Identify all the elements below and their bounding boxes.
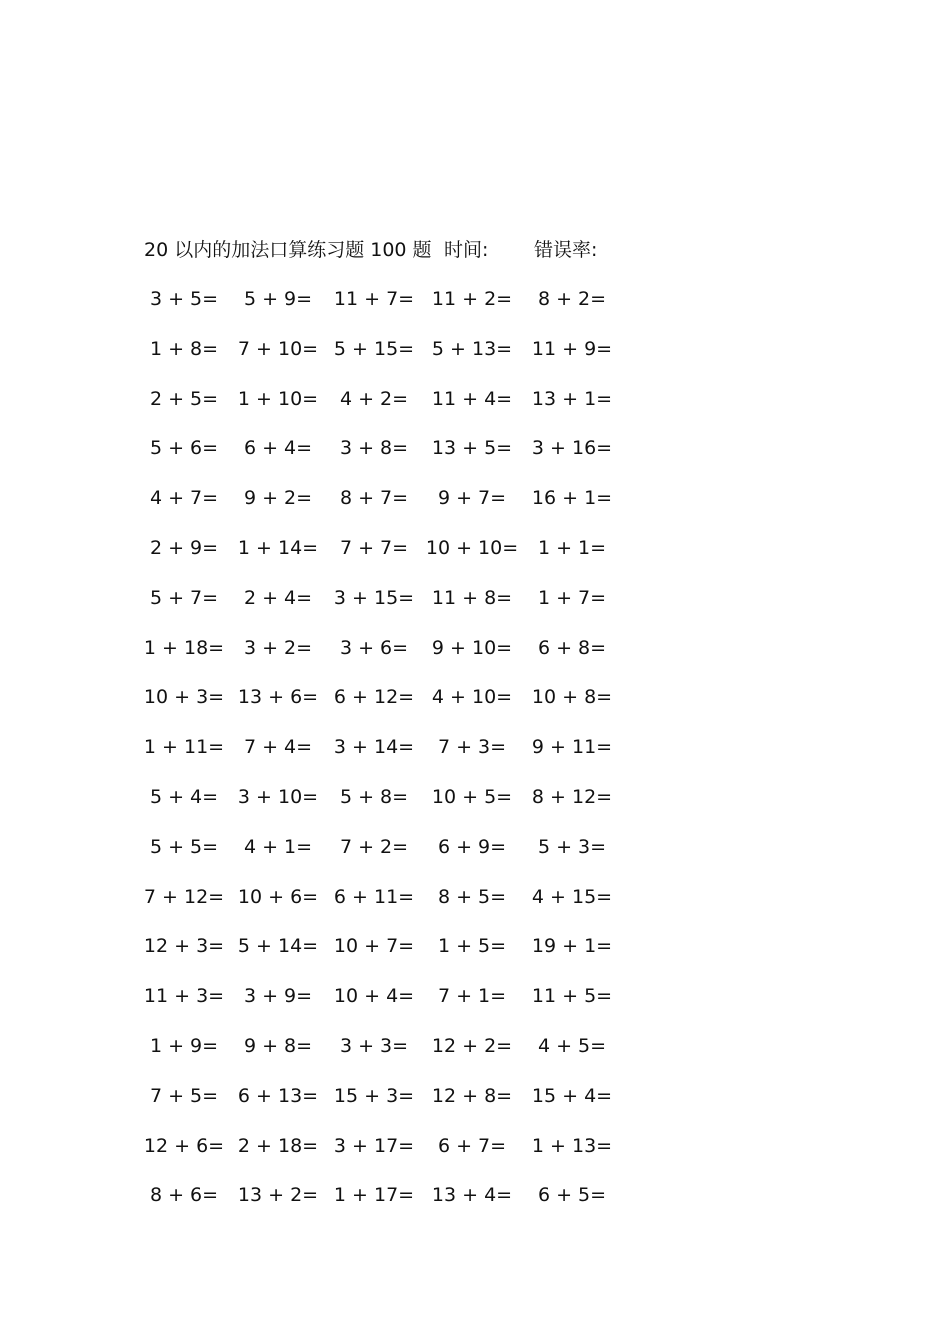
problem-cell: 5 + 13=: [431, 337, 513, 360]
problem-cell: 15 + 3=: [333, 1084, 415, 1107]
problem-cell: 11 + 7=: [333, 288, 415, 310]
problem-cell: 8 + 12=: [531, 786, 613, 808]
problem-cell: 13 + 6=: [237, 686, 319, 709]
problem-cell: 7 + 5=: [149, 1084, 219, 1107]
problem-cell: 12 + 2=: [431, 1035, 513, 1057]
problem-cell: 9 + 8=: [243, 1035, 313, 1057]
problem-row: [0, 483, 950, 513]
problem-cell: 8 + 2=: [537, 288, 607, 310]
problem-cell: 5 + 14=: [237, 935, 319, 958]
problem-row: [0, 832, 950, 862]
problem-cell: 1 + 11=: [143, 736, 225, 759]
problem-cell: 3 + 2=: [243, 636, 313, 659]
problem-cell: 12 + 3=: [143, 935, 225, 958]
problem-row: [0, 1081, 950, 1111]
problem-cell: 10 + 6=: [237, 885, 319, 908]
problem-cell: 10 + 7=: [333, 935, 415, 958]
problem-row: [0, 284, 950, 314]
problem-cell: 8 + 7=: [339, 487, 409, 510]
problem-cell: 2 + 9=: [149, 537, 219, 559]
problem-cell: 5 + 6=: [149, 437, 219, 460]
problem-cell: 1 + 8=: [149, 337, 219, 360]
problem-row: [0, 931, 950, 961]
problem-cell: 9 + 10=: [431, 636, 513, 659]
problem-cell: 12 + 6=: [143, 1134, 225, 1157]
problem-row: [0, 433, 950, 463]
problem-cell: 1 + 10=: [237, 387, 319, 410]
problem-cell: 12 + 8=: [431, 1084, 513, 1107]
problem-cell: 2 + 18=: [237, 1134, 319, 1157]
problem-cell: 4 + 15=: [531, 885, 613, 908]
problem-row: [0, 633, 950, 663]
problem-cell: 5 + 7=: [149, 586, 219, 609]
problem-row: [0, 533, 950, 563]
problem-cell: 6 + 5=: [537, 1184, 607, 1207]
problem-row: [0, 882, 950, 912]
problem-cell: 7 + 1=: [437, 985, 507, 1008]
problem-cell: 5 + 9=: [243, 288, 313, 310]
problem-cell: 9 + 11=: [531, 736, 613, 759]
problem-row: [0, 1180, 950, 1210]
problem-cell: 6 + 9=: [437, 835, 507, 858]
problem-cell: 11 + 2=: [431, 288, 513, 310]
problem-cell: 9 + 7=: [437, 487, 507, 510]
problem-cell: 7 + 7=: [339, 537, 409, 559]
problem-cell: 7 + 10=: [237, 337, 319, 360]
problem-cell: 6 + 11=: [333, 885, 415, 908]
problem-cell: 5 + 15=: [333, 337, 415, 360]
problem-cell: 5 + 8=: [339, 786, 409, 808]
problem-cell: 1 + 13=: [531, 1134, 613, 1157]
problem-row: [0, 782, 950, 812]
problem-cell: 2 + 5=: [149, 387, 219, 410]
problem-row: [0, 981, 950, 1011]
problem-cell: 1 + 17=: [333, 1184, 415, 1207]
problem-cell: 7 + 12=: [143, 885, 225, 908]
problem-cell: 11 + 9=: [531, 337, 613, 360]
worksheet-title: 20 以内的加法口算练习题 100 题: [144, 239, 432, 261]
problem-cell: 1 + 5=: [437, 935, 507, 958]
problem-cell: 1 + 18=: [143, 636, 225, 659]
problem-cell: 13 + 1=: [531, 387, 613, 410]
problem-cell: 6 + 13=: [237, 1084, 319, 1107]
problem-cell: 1 + 9=: [149, 1035, 219, 1057]
problem-cell: 11 + 8=: [431, 586, 513, 609]
problem-cell: 13 + 5=: [431, 437, 513, 460]
problem-cell: 4 + 1=: [243, 835, 313, 858]
problem-cell: 4 + 2=: [339, 387, 409, 410]
problem-cell: 4 + 10=: [431, 686, 513, 709]
problem-cell: 3 + 8=: [339, 437, 409, 460]
problem-cell: 11 + 5=: [531, 985, 613, 1008]
problem-row: [0, 1031, 950, 1061]
problem-cell: 10 + 5=: [431, 786, 513, 808]
problem-cell: 6 + 7=: [437, 1134, 507, 1157]
problem-cell: 3 + 3=: [339, 1035, 409, 1057]
problem-cell: 3 + 5=: [149, 288, 219, 310]
problem-cell: 3 + 16=: [531, 437, 613, 460]
problem-cell: 6 + 4=: [243, 437, 313, 460]
problem-cell: 5 + 3=: [537, 835, 607, 858]
problem-cell: 3 + 9=: [243, 985, 313, 1008]
problem-cell: 10 + 3=: [143, 686, 225, 709]
problem-cell: 15 + 4=: [531, 1084, 613, 1107]
problem-cell: 4 + 5=: [537, 1035, 607, 1057]
problem-cell: 13 + 2=: [237, 1184, 319, 1207]
problem-cell: 5 + 4=: [149, 786, 219, 808]
time-label: 时间:: [444, 239, 489, 261]
problem-cell: 2 + 4=: [243, 586, 313, 609]
problem-cell: 7 + 3=: [437, 736, 507, 759]
problem-cell: 11 + 4=: [431, 387, 513, 410]
problem-cell: 3 + 6=: [339, 636, 409, 659]
problem-cell: 4 + 7=: [149, 487, 219, 510]
problem-cell: 8 + 5=: [437, 885, 507, 908]
problem-cell: 3 + 14=: [333, 736, 415, 759]
problem-cell: 3 + 10=: [237, 786, 319, 808]
problem-row: [0, 732, 950, 762]
problem-cell: 19 + 1=: [531, 935, 613, 958]
problem-cell: 6 + 8=: [537, 636, 607, 659]
problem-cell: 10 + 8=: [531, 686, 613, 709]
problem-cell: 7 + 4=: [243, 736, 313, 759]
problem-cell: 1 + 7=: [537, 586, 607, 609]
problem-row: [0, 682, 950, 712]
problem-cell: 13 + 4=: [431, 1184, 513, 1207]
problem-cell: 1 + 1=: [537, 537, 607, 559]
problem-cell: 16 + 1=: [531, 487, 613, 510]
problem-cell: 7 + 2=: [339, 835, 409, 858]
problem-cell: 5 + 5=: [149, 835, 219, 858]
problem-cell: 1 + 14=: [237, 537, 319, 559]
problem-cell: 3 + 15=: [333, 586, 415, 609]
problem-cell: 10 + 4=: [333, 985, 415, 1008]
problem-cell: 6 + 12=: [333, 686, 415, 709]
problem-row: [0, 334, 950, 364]
problem-row: [0, 583, 950, 613]
problem-cell: 10 + 10=: [425, 537, 519, 559]
problem-cell: 3 + 17=: [333, 1134, 415, 1157]
problem-cell: 11 + 3=: [143, 985, 225, 1008]
problem-row: [0, 384, 950, 414]
problem-cell: 9 + 2=: [243, 487, 313, 510]
problem-row: [0, 1131, 950, 1161]
problem-cell: 8 + 6=: [149, 1184, 219, 1207]
error-rate-label: 错误率:: [534, 239, 598, 261]
